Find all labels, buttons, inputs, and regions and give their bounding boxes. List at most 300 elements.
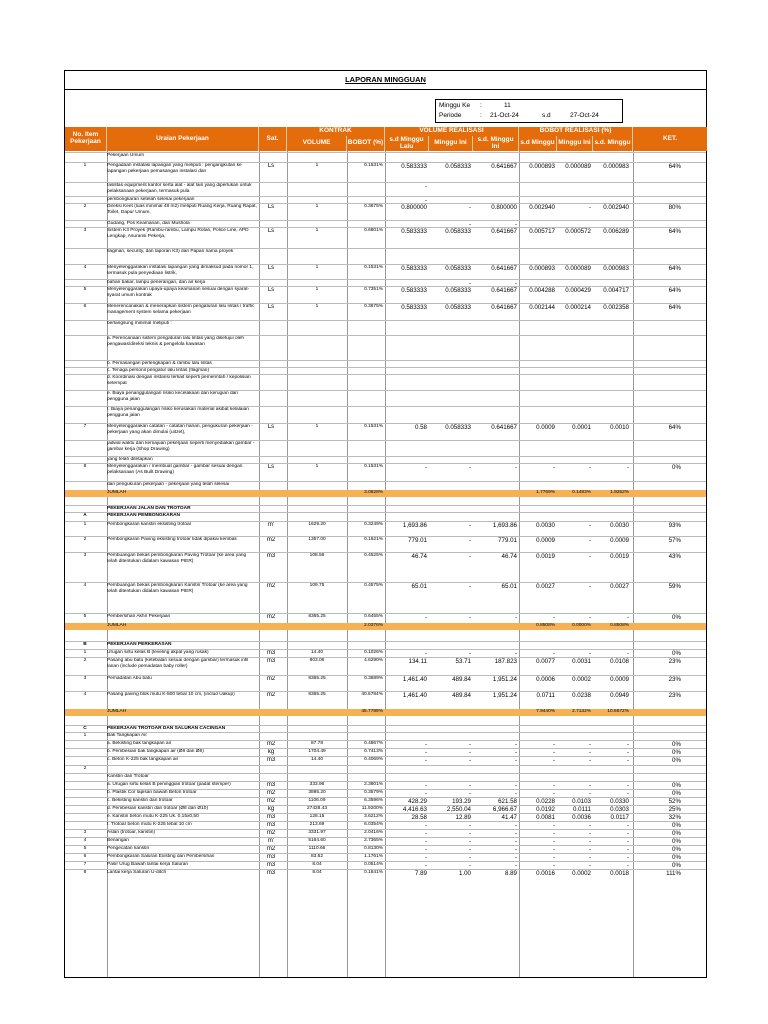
cell-sat: Ls (267, 424, 275, 430)
row-divider (65, 162, 706, 163)
table-header (65, 127, 706, 151)
cell-vol: 1 (315, 287, 319, 292)
row-divider (65, 853, 706, 854)
cell-bob: 0.1531% (364, 464, 383, 469)
cell-sdi: 0.641667 (491, 304, 517, 311)
cell-desc: Pasang abu batu (ketebalan sesuai dengan gambar) termasuk infil lanan (include pemadatan baby roller) (107, 658, 249, 669)
cell-no: 8 (83, 870, 87, 875)
total-bob: 2.0376% (364, 623, 383, 628)
cell-bsdi: 0.0303 (610, 806, 629, 813)
cell-sd: 65.01 (411, 583, 427, 590)
cell-bob: 0.3689% (364, 676, 383, 681)
cell-mi: - (468, 221, 471, 228)
cell-sat: Ls (267, 464, 275, 470)
cell-mi: - (468, 650, 471, 657)
cell-desc: Menyelenggarakan upaya-upaya keamanan sesuai dengan syarat-syarat umum kontrak (107, 287, 250, 298)
cell-desc: b. Pemasangan perlengkapan & rambu lalu lintas (107, 361, 212, 366)
cell-sd: 134.11 (408, 658, 427, 665)
total-row (65, 490, 706, 497)
cell-bmi: - (588, 838, 591, 845)
row-divider (65, 406, 706, 407)
cell-sat: m2 (266, 741, 276, 747)
cell-sd: - (424, 757, 427, 764)
cell-mi: 489.84 (452, 676, 471, 683)
cell-bmi: - (588, 862, 591, 869)
cell-bsd: - (552, 749, 555, 756)
cell-bsd: 0.0027 (536, 583, 555, 590)
row-divider (65, 390, 706, 391)
cell-desc: Pembongkaran Saluran Existing dan Pembersihan (107, 854, 215, 859)
periode-sep: : (480, 112, 482, 119)
cell-sat: Ls (267, 204, 275, 210)
cell-desc: bahan bakar, lampu penerangan, dan air kerja (107, 280, 206, 285)
cell-bmi: - (588, 614, 591, 621)
cell-bmi: - (588, 553, 591, 560)
cell-ket: 23% (668, 692, 681, 699)
cell-vol: 1704.49 (308, 749, 326, 754)
cell-vol: 1 (315, 304, 319, 309)
row-divider (65, 374, 706, 375)
cell-vol: 27428.43 (306, 806, 327, 811)
cell-bmi: - (588, 522, 591, 529)
cell-bsdi: - (626, 854, 629, 861)
cell-sd: - (424, 614, 427, 621)
cell-ket: 64% (668, 265, 681, 272)
cell-bmi: - (588, 749, 591, 756)
cell-sdi: - (514, 822, 517, 829)
cell-bsdi: - (626, 862, 629, 869)
cell-sat: m2 (266, 676, 276, 682)
cell-vol: 5164.60 (308, 838, 326, 843)
cell-desc: PEKERJAAN PERKERASAN (107, 642, 172, 647)
row-divider (65, 829, 706, 830)
cell-mi: - (468, 583, 471, 590)
total-bsdi: 0.8508% (610, 623, 629, 628)
cell-sdi: 0.641667 (491, 228, 517, 235)
total-bmi: 0.1483% (572, 490, 591, 495)
cell-desc: b. Pembesian bak tangkapan air (Ø8 dan Ø8) (107, 749, 204, 754)
cell-vol: 14.40 (310, 757, 323, 762)
cell-sat: m' (267, 838, 275, 844)
cell-vol: 3895.20 (308, 790, 326, 795)
cell-no: 4 (83, 265, 87, 270)
cell-bsdi: - (626, 846, 629, 853)
cell-sd: 428.29 (408, 798, 427, 805)
cell-ket: 57% (668, 537, 681, 544)
row-divider (65, 789, 706, 790)
cell-ket: 0% (672, 614, 681, 621)
row-divider (65, 797, 706, 798)
cell-vol: 1110.66 (308, 846, 326, 851)
cell-desc: Gudang, Pos Keamanan, dan Mushola (107, 221, 190, 226)
cell-sd: 1,461.40 (402, 676, 427, 683)
minggu-label: Minggu Ke (439, 102, 471, 109)
cell-bob: 0.4867% (364, 741, 383, 746)
cell-mi: - (468, 614, 471, 621)
cell-bsdi: - (626, 650, 629, 657)
cell-ket: 23% (668, 676, 681, 683)
cell-sd: 0.800000 (401, 204, 427, 211)
cell-bsdi: 0.0027 (610, 583, 629, 590)
cell-sdi: 0.641667 (491, 287, 517, 294)
cell-bsdi: - (626, 757, 629, 764)
row-divider (65, 582, 706, 583)
row-divider (65, 740, 706, 741)
cell-desc: f. Trotoar beton mutu K-225 tebal 10 cm (107, 822, 192, 827)
cell-bsdi: - (626, 822, 629, 829)
cell-mi: - (468, 204, 471, 211)
cell-bob: 2.7365% (364, 838, 383, 843)
cell-bmi: - (588, 741, 591, 748)
cell-vol: 1 (315, 464, 319, 469)
cell-sat: m3 (266, 862, 276, 868)
row-divider (65, 536, 706, 537)
cell-no: 2 (83, 537, 87, 542)
cell-bmi: - (588, 757, 591, 764)
cell-mi: - (468, 790, 471, 797)
cell-sat: m3 (266, 650, 276, 656)
cell-bsd: 0.005717 (529, 228, 555, 235)
cell-vol: 8.04 (312, 862, 322, 867)
row-divider (65, 649, 706, 650)
cell-bsd: 0.0711 (536, 692, 555, 699)
cell-desc: dan pengukuran pekerjaan - pekerjaan yang telah selesai (107, 482, 230, 487)
cell-sd: - (424, 830, 427, 837)
cell-ket: 0% (672, 846, 681, 853)
cell-no: 6 (83, 854, 87, 859)
header-volume-realisasi: VOLUME REALISASI (385, 127, 519, 136)
cell-mi: 0.058333 (445, 287, 471, 294)
cell-sd: - (424, 741, 427, 748)
report-sheet (64, 70, 707, 978)
cell-sd: - (424, 838, 427, 845)
row-divider (65, 440, 706, 441)
cell-bsd: 0.0228 (536, 798, 555, 805)
cell-bob: 0.0514% (364, 862, 383, 867)
cell-bsdi: 0.0019 (610, 553, 629, 560)
cell-sat: m2 (266, 798, 276, 804)
cell-desc: Sistem K3 Proyek (Rambu-rambu, Lampu Rotari, Police Line, APD Lengkap, Asuransi Pekerja, (107, 228, 249, 239)
header-b-sd-minggu: s.d Minggu (519, 136, 557, 151)
cell-ket: 0% (672, 862, 681, 869)
cell-sd: 0.583333 (401, 265, 427, 272)
cell-ket: 64% (668, 287, 681, 294)
cell-sdi: - (514, 221, 517, 228)
cell-sdi: - (514, 280, 517, 287)
cell-desc: b. Plastik Cor lapisan bawah Beton trotoar (107, 790, 197, 795)
row-divider (65, 641, 706, 642)
cell-bob: 0.1531% (364, 424, 383, 429)
cell-sd: 0.583333 (401, 228, 427, 235)
row-divider (65, 732, 706, 733)
row-divider (65, 675, 706, 676)
cell-desc: Kanstin dan Trotoar (107, 774, 149, 779)
cell-mi: - (468, 741, 471, 748)
cell-bob: 0.1531% (364, 163, 383, 168)
cell-desc: Bak Tangkapan Air (107, 733, 147, 738)
cell-bmi: - (588, 537, 591, 544)
cell-bsd: 0.0019 (536, 553, 555, 560)
cell-bmi: 0.000214 (565, 304, 591, 311)
row-divider (65, 845, 706, 846)
cell-bob: 3.6212% (364, 814, 383, 819)
cell-sat: m' (267, 522, 275, 528)
cell-ket: 43% (668, 553, 681, 560)
row-divider (65, 367, 706, 368)
cell-desc: c. Bekisting kanstin dan trotoar (107, 798, 173, 803)
cell-ket: 111% (666, 870, 681, 877)
cell-no: 3 (83, 830, 87, 835)
cell-bmi: - (588, 790, 591, 797)
cell-ket: 0% (672, 464, 681, 471)
cell-bsdi: 0.0330 (610, 798, 629, 805)
cell-mi: 0.058333 (445, 163, 471, 170)
cell-desc: fasilitas equipment kantor serta alat - alat lain yang diperlukan untuk pelaksanaan pekerjaan, termasuk pula (107, 183, 252, 194)
cell-bsdi: 0.0010 (610, 424, 629, 431)
cell-desc: berlangsung minimal meliputi : (107, 321, 172, 326)
cell-desc: jadwal waktu dan kemajuan pekerjaan seperti menyediakan gambar - gambar kerja (Shop Drawing) (107, 441, 255, 452)
cell-sdi: - (514, 854, 517, 861)
cell-sat: m3 (266, 822, 276, 828)
cell-bsd: 0.004288 (529, 287, 555, 294)
cell-no: 1 (83, 163, 87, 168)
row-divider (65, 423, 706, 424)
cell-sdi: 1,951.24 (492, 692, 517, 699)
cell-ket: 0% (672, 830, 681, 837)
header-volume: VOLUME (287, 136, 347, 151)
row-divider (65, 869, 706, 870)
cell-sat: kg (267, 749, 275, 755)
cell-mi: 53.71 (455, 658, 471, 665)
cell-bob: 0.6455% (364, 614, 383, 619)
row-divider (65, 552, 706, 553)
cell-bsdi: 0.000983 (603, 163, 629, 170)
row-divider (65, 203, 706, 204)
total-label: JUMLAH (107, 490, 127, 495)
cell-bsd: 0.0006 (536, 676, 555, 683)
cell-bsd: 0.0077 (536, 658, 555, 665)
cell-ket: 80% (668, 204, 681, 211)
cell-bsd: - (552, 650, 555, 657)
cell-sdi: - (514, 846, 517, 853)
cell-vol: 333.96 (309, 782, 325, 787)
cell-desc: Aslan (trotoar, kanstin) (107, 830, 155, 835)
cell-bmi: - (588, 583, 591, 590)
row-divider (65, 765, 706, 766)
row-divider (65, 286, 706, 287)
cell-mi: 12.89 (455, 814, 471, 821)
cell-desc: Direksi Keet (luas minimal 48 m2) meliputi Ruang Kerja, Ruang Rapat, Toilet, Dapur Umum, (107, 204, 257, 215)
cell-bob: 1.1761% (364, 854, 383, 859)
cell-bmi: 0.000089 (565, 163, 591, 170)
cell-bsdi: - (626, 790, 629, 797)
cell-desc: Pembuangan bekas pembongkaran Kanstin Trotoar (ke area yang telah ditentukan didalam kawasan PIER) (107, 583, 248, 594)
cell-bsd: 0.0009 (536, 424, 555, 431)
cell-sdi: 41.47 (501, 814, 517, 821)
cell-sdi: - (514, 862, 517, 869)
cell-bsdi: 0.0117 (610, 814, 629, 821)
cell-sat: m3 (266, 782, 276, 788)
cell-sd: - (424, 854, 427, 861)
cell-no: 2 (83, 204, 87, 209)
cell-bmi: 0.0103 (572, 798, 591, 805)
cell-no: 4 (83, 692, 87, 697)
row-divider (65, 182, 706, 183)
cell-desc: c. Beton K-225 bak tangkapan air (107, 757, 179, 762)
cell-bsdi: 0.0108 (610, 658, 629, 665)
cell-no: 7 (83, 862, 87, 867)
cell-bsdi: 0.000983 (603, 265, 629, 272)
cell-sd: 779.01 (408, 537, 427, 544)
cell-desc: Menyelenggarakan catatan - catatan harian, pengukuran pekerjaan - pekerjaan yang akan dimulai (uitzet), (107, 424, 253, 435)
cell-mi: - (468, 280, 471, 287)
cell-desc: PEKERJAAN PEMBONGKARAN (107, 513, 181, 518)
cell-bsdi: - (626, 838, 629, 845)
cell-no: A (83, 513, 87, 518)
cell-desc: Pemadatan Abu batu (107, 676, 152, 681)
cell-sd: 46.74 (411, 553, 427, 560)
cell-sdi: 0.641667 (491, 265, 517, 272)
cell-sd: 4,416.63 (402, 806, 427, 813)
cell-sdi: - (514, 830, 517, 837)
cell-bmi: - (588, 846, 591, 853)
cell-mi: - (468, 830, 471, 837)
cell-mi: 0.058333 (445, 304, 471, 311)
cell-no: 8 (83, 464, 87, 469)
cell-desc: e. Kanstin beton mutu K-225 Uk. 0,15x0,50 (107, 814, 199, 819)
cell-bob: 6.3596% (364, 798, 383, 803)
cell-vol: 1357.00 (308, 537, 326, 542)
cell-vol: 14.40 (310, 650, 323, 655)
cell-desc: Benangan (107, 838, 129, 843)
cell-sdi: - (514, 838, 517, 845)
row-divider (65, 264, 706, 265)
cell-bmi: 0.0002 (572, 676, 591, 683)
periode-to: 27-Oct-24 (570, 112, 599, 119)
cell-sd: - (424, 749, 427, 756)
row-divider (65, 279, 706, 280)
row-divider (65, 456, 706, 457)
cell-bob: 0.3249% (364, 522, 383, 527)
header-kontrak: KONTRAK (287, 127, 385, 136)
cell-ket: 0% (672, 749, 681, 756)
cell-sdi: 0.641667 (491, 163, 517, 170)
cell-sat: kg (267, 806, 275, 812)
cell-vol: 1 (315, 424, 319, 429)
cell-sdi: 8.89 (504, 870, 517, 877)
cell-bsdi: 0.0949 (610, 692, 629, 699)
cell-bsd: 0.0081 (536, 814, 555, 821)
cell-sdi: - (514, 782, 517, 789)
cell-bsdi: 0.0009 (610, 676, 629, 683)
row-divider (65, 512, 706, 513)
cell-desc: c. Tenaga personil pengatur lalu lintas (flagman) (107, 368, 210, 373)
cell-bsd: - (552, 822, 555, 829)
cell-desc: Menerencanakan & menerapkan sistem pengaturan lalu lintas / traffic management system selama pekerjaan (107, 304, 255, 315)
cell-bsd: 0.0030 (536, 522, 555, 529)
cell-bmi: - (588, 830, 591, 837)
cell-bob: 6.0354% (364, 822, 383, 827)
cell-sdi: - (514, 757, 517, 764)
cell-sat: Ls (267, 228, 275, 234)
cell-sat: m2 (266, 537, 276, 543)
cell-bob: 11.9200% (361, 806, 383, 811)
minggu-sep: : (480, 102, 482, 109)
cell-sd: 0.58 (414, 424, 427, 431)
cell-bsd: - (552, 782, 555, 789)
cell-bsd: - (552, 854, 555, 861)
cell-no: 5 (83, 287, 87, 292)
cell-desc: PEKERJAAN TROTOAR DAN SALURAN CACINGAN (107, 726, 226, 731)
total-bsd: 7.9440% (536, 709, 555, 714)
cell-sd: - (424, 782, 427, 789)
periode-label: Periode (439, 112, 462, 119)
cell-sd: - (424, 650, 427, 657)
cell-mi: - (468, 822, 471, 829)
cell-no: 1 (83, 522, 87, 527)
cell-sd: - (424, 862, 427, 869)
cell-mi: 0.058333 (445, 424, 471, 431)
cell-vol: 1 (315, 163, 319, 168)
cell-bob: 0.1621% (364, 537, 383, 542)
cell-bmi: - (588, 854, 591, 861)
cell-sdi: 1,693.86 (492, 522, 517, 529)
cell-mi: - (468, 757, 471, 764)
cell-sat: m2 (266, 614, 276, 620)
header-sat: Sat. (259, 127, 287, 151)
title-divider (65, 89, 706, 90)
cell-ket: 0% (672, 790, 681, 797)
cell-desc: pembongkaran setelah selesai pekerjaan (107, 197, 195, 202)
cell-ket: 0% (672, 854, 681, 861)
cell-bsdi: - (626, 741, 629, 748)
cell-vol: 8365.25 (308, 692, 326, 697)
cell-sd: 1,693.86 (402, 522, 427, 529)
cell-bob: 0.3579% (364, 790, 383, 795)
cell-sdi: - (514, 790, 517, 797)
cell-sdi: 621.58 (498, 798, 517, 805)
cell-vol: 1 (315, 228, 319, 233)
cell-desc: Menyelenggarakan instalasi lapangan yang dimaksud pada nomor 1, termasuk pula penyediaan listrik, (107, 265, 254, 276)
cell-sd: 0.583333 (401, 304, 427, 311)
cell-no: 6 (83, 304, 87, 309)
cell-desc: Urugan sirtu kelas B (leveling akpal yang rusak) (107, 650, 209, 655)
cell-ket: 0% (672, 838, 681, 845)
cell-bob: 0.4525% (364, 553, 383, 558)
cell-bob: 2.0416% (364, 830, 383, 835)
cell-sd: 1,461.40 (402, 692, 427, 699)
cell-ket: 0% (672, 822, 681, 829)
row-divider (65, 837, 706, 838)
cell-no: 3 (83, 228, 87, 233)
cell-vol: 8.04 (312, 870, 322, 875)
cell-bsdi: - (626, 830, 629, 837)
cell-no: C (83, 726, 87, 731)
cell-vol: 108.56 (309, 553, 325, 558)
cell-bob: 4.6290% (364, 658, 383, 663)
row-divider (65, 613, 706, 614)
cell-sat: Ls (267, 265, 275, 271)
header-sd-minggu-lalu: s.d Minggu Lalu (385, 136, 429, 151)
cell-vol: 109.75 (309, 583, 325, 588)
cell-bmi: 0.0002 (572, 870, 591, 877)
cell-bsd: - (552, 846, 555, 853)
cell-sd: 0.583333 (401, 163, 427, 170)
row-divider (65, 521, 706, 522)
cell-vol: 1629.20 (308, 522, 326, 527)
header-no-item: No. Item Pekerjaan (65, 127, 107, 151)
report-title: LAPORAN MINGGUAN (345, 75, 426, 84)
